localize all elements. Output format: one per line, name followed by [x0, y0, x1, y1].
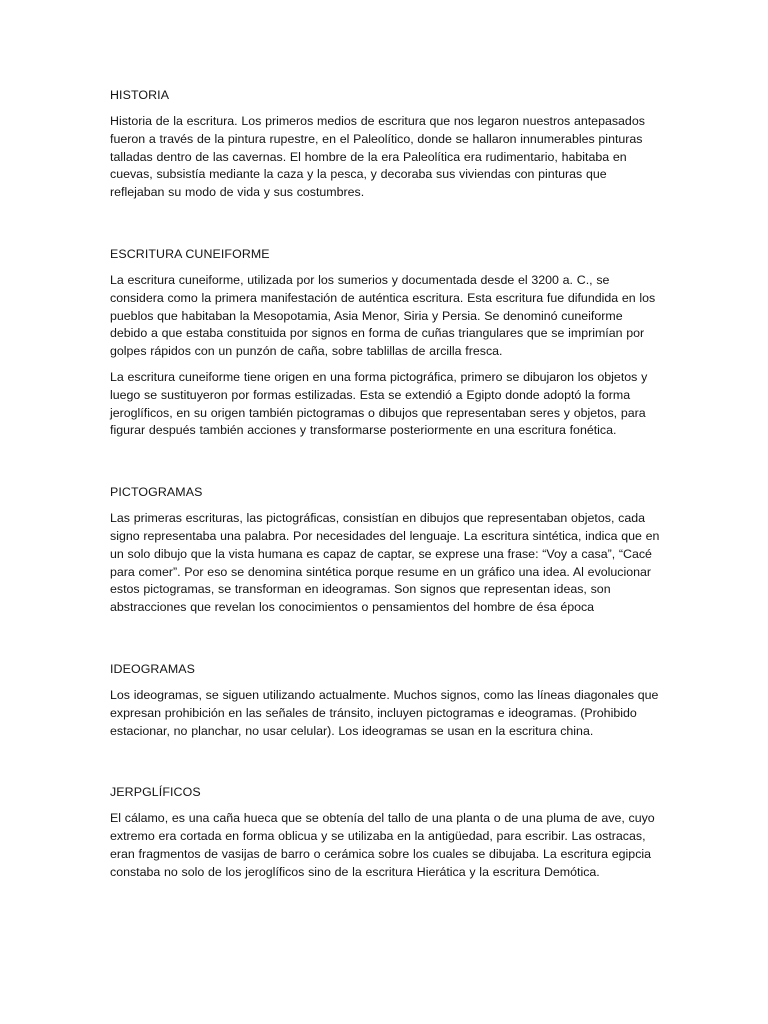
- paragraph: La escritura cuneiforme tiene origen en una forma pictográfica, primero se dibujaron los objetos y luego se sustituyeron por formas estilizadas. Esta se extendió a Egipto donde adoptó la forma jeroglíficos, en su origen también pictogramas o dibujos que representaban seres y objetos, para figurar después también acciones y transformarse posteriormente en una escritura fonética.: [110, 369, 648, 438]
- document-page: [110, 86, 662, 925]
- section-pictogramas: [110, 483, 662, 617]
- paragraph: La escritura cuneiforme, utilizada por los sumerios y documentada desde el 3200 a. C., se considera como la primera manifestación de auténtica escritura. Esta escritura fue difundida en los pueblos que habitaban la Mesopotamia, Asia Menor, Siria y Persia. Se denominó cuneiforme debido a que estaba constituida por signos en forma de cuñas triangulares que se imprimían por golpes rápidos con un punzón de caña, sobre tablillas de arcilla fresca.: [110, 272, 656, 359]
- section-heading: HISTORIA: [110, 88, 170, 102]
- paragraph: El cálamo, es una caña hueca que se obtenía del tallo de una planta o de una pluma de ave, cuyo extremo era cortada en forma oblicua y se utilizaba en la antigüedad, para escribir. Las ostracas, eran fragmentos de vasijas de barro o cerámica sobre los cuales se dibujaba. La escritura egipcia constaba no solo de los jeroglíficos sino de la escritura Hierática y la escritura Demótica.: [110, 811, 655, 879]
- section-historia: [110, 86, 662, 202]
- section-ideogramas: [110, 660, 662, 740]
- section-heading: ESCRITURA CUNEIFORME: [110, 246, 270, 261]
- paragraph: Las primeras escrituras, las pictográficas, consistían en dibujos que representaban objetos, cada signo representaba una palabra. Por necesidades del lenguaje. La escritura sintética, indica que en un solo dibujo que la vista humana es capaz de captar, se exprese una frase: “Voy a casa”, “Cacé para comer”. Por eso se denomina sintética porque resume en un gráfico una idea. Al evolucionar estos pictogramas, se transforman en ideogramas. Son signos que representan ideas, son abstracciones que revelan los conocimientos o pensamientos del hombre de ésa época: [110, 511, 660, 615]
- section-escritura-cuneiforme: [110, 245, 662, 440]
- section-heading: IDEOGRAMAS: [110, 661, 195, 676]
- section-heading: JERPGLÍFICOS: [110, 785, 201, 800]
- paragraph: Historia de la escritura. Los primeros medios de escritura que nos legaron nuestros antepasados fueron a través de la pintura rupestre, en el Paleolítico, donde se hallaron innumerables pinturas talladas dentro de las cavernas. El hombre de la era Paleolítica era rudimentario, habitaba en cuevas, subsistía mediante la caza y la pesca, y decoraba sus viviendas con pinturas que reflejaban su modo de vida y sus costumbres.: [110, 114, 645, 200]
- section-heading: PICTOGRAMAS: [110, 485, 203, 500]
- section-jeroglificos: [110, 783, 662, 881]
- paragraph: Los ideogramas, se siguen utilizando actualmente. Muchos signos, como las líneas diagonales que expresan prohibición en las señales de tránsito, incluyen pictogramas e ideogramas. (Prohibido estacionar, no planchar, no usar celular). Los ideogramas se usan en la escritura china.: [110, 687, 659, 738]
